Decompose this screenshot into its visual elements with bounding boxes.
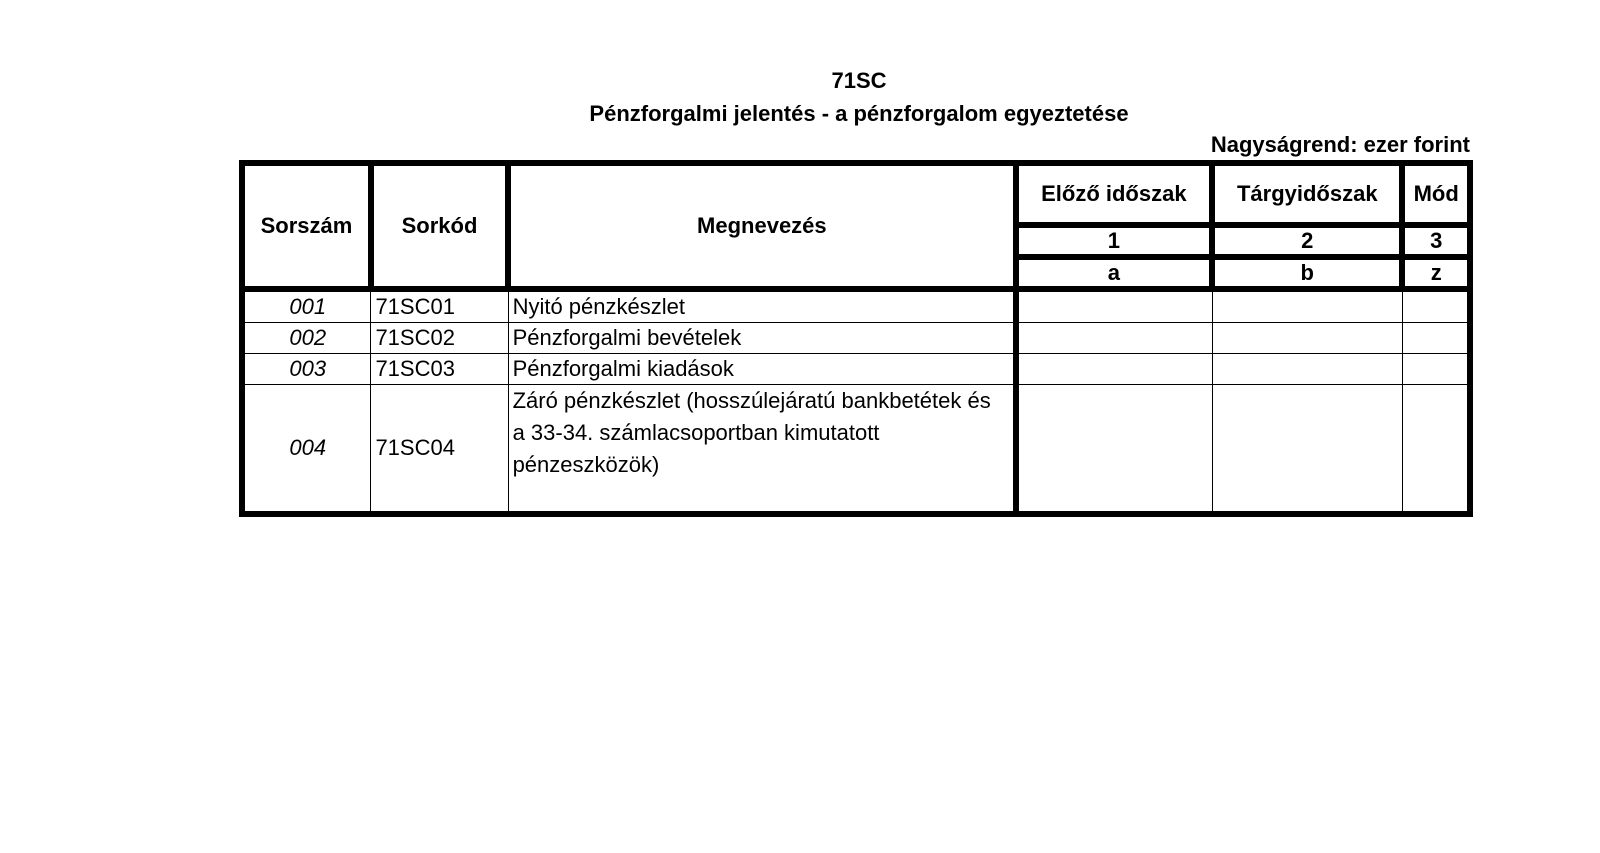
cell-elozo[interactable] [1016, 385, 1212, 515]
row-megnevezes: Nyitó pénzkészlet [508, 289, 1016, 323]
row-sorkod: 71SC02 [371, 323, 508, 354]
col-header-megnevezes: Megnevezés [508, 163, 1016, 289]
col-number-2: 2 [1212, 225, 1402, 257]
col-letter-z: z [1402, 257, 1470, 289]
col-number-3: 3 [1402, 225, 1470, 257]
report-table [239, 160, 1473, 517]
table-row [242, 354, 1470, 385]
cell-targy[interactable] [1212, 354, 1402, 385]
row-sorkod: 71SC01 [371, 289, 508, 323]
col-header-sorszam: Sorszám [242, 163, 371, 289]
col-letter-a: a [1016, 257, 1212, 289]
row-sorkod: 71SC04 [371, 385, 508, 515]
row-sorszam: 003 [242, 354, 371, 385]
col-header-sorkod: Sorkód [371, 163, 508, 289]
cell-mod[interactable] [1402, 289, 1470, 323]
col-number-1: 1 [1016, 225, 1212, 257]
col-header-mod: Mód [1402, 163, 1470, 225]
table-row [242, 385, 1470, 515]
report-title: Pénzforgalmi jelentés - a pénzforgalom egyeztetése [589, 101, 1129, 126]
row-megnevezes: Záró pénzkészlet (hosszúlejáratú bankbetétek és a 33-34. számlacsoportban kimutatott pénzeszközök) [508, 385, 1016, 515]
report-code: 71SC [831, 68, 887, 93]
cell-targy[interactable] [1212, 323, 1402, 354]
cell-mod[interactable] [1402, 323, 1470, 354]
cell-targy[interactable] [1212, 385, 1402, 515]
cell-elozo[interactable] [1016, 289, 1212, 323]
row-sorszam: 004 [242, 385, 371, 515]
table-row [242, 289, 1470, 323]
row-megnevezes: Pénzforgalmi bevételek [508, 323, 1016, 354]
col-header-elozo: Előző időszak [1016, 163, 1212, 225]
unit-label: Nagyságrend: ezer forint [1210, 132, 1470, 157]
row-megnevezes: Pénzforgalmi kiadások [508, 354, 1016, 385]
cell-targy[interactable] [1212, 289, 1402, 323]
col-letter-b: b [1212, 257, 1402, 289]
cell-elozo[interactable] [1016, 323, 1212, 354]
cell-elozo[interactable] [1016, 354, 1212, 385]
row-sorkod: 71SC03 [371, 354, 508, 385]
col-header-targy: Tárgyidőszak [1212, 163, 1402, 225]
row-sorszam: 001 [242, 289, 371, 323]
cell-mod[interactable] [1402, 385, 1470, 515]
cell-mod[interactable] [1402, 354, 1470, 385]
row-sorszam: 002 [242, 323, 371, 354]
table-row [242, 323, 1470, 354]
